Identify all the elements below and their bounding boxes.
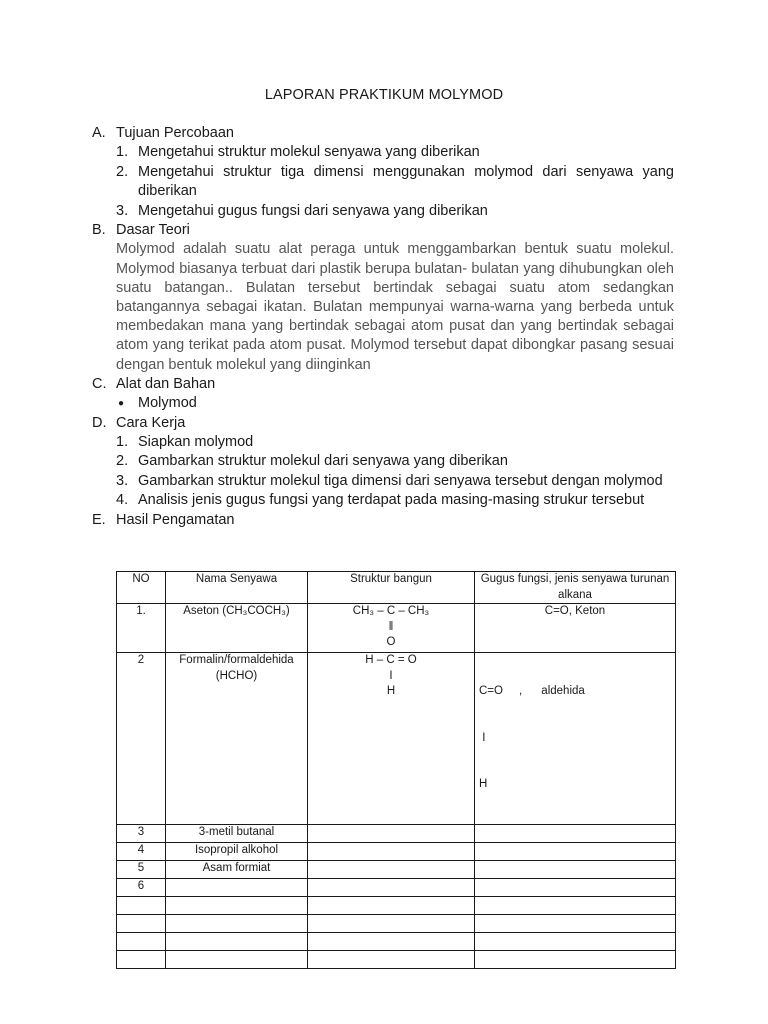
cell-group: [475, 914, 676, 932]
section-a-heading: [92, 124, 674, 143]
cell-group: [475, 950, 676, 968]
cell-no: 5: [117, 860, 166, 878]
item-text: Siapkan molymod: [138, 434, 254, 451]
cell-group: [475, 896, 676, 914]
cell-no: 6: [117, 878, 166, 896]
table-row: [117, 824, 676, 842]
cell-no: [117, 932, 166, 950]
procedure-list: [92, 433, 674, 511]
theory-paragraph: Molymod adalah suatu alat peraga untuk menggambarkan bentuk suatu molekul. Molymod biasanya terbuat dari plastik berupa bulatan- bulatan yang dihubungkan oleh suatu batangan.. Bulatan tersebut bertindak sebagai suatu atom sedangkan batangannya sebagai ikatan. Bulatan mempunyai warna-warna yang berbeda untuk membedakan mana yang bertindak sebagai atom pusat dan yang bertindak sebagai atom yang terikat pada atom pusat. Molymod tersebut dapat dibongkar pasang sesuai dengan bentuk molekul yang diinginkan: [116, 241, 674, 373]
item-number: 3.: [116, 472, 129, 489]
cell-group: [475, 824, 676, 842]
cell-no: 2: [117, 653, 166, 825]
cell-structure: [308, 824, 475, 842]
cell-structure: [308, 896, 475, 914]
materials-list: [92, 394, 674, 413]
cell-structure: [308, 950, 475, 968]
item-text: Gambarkan struktur molekul dari senyawa yang diberikan: [138, 453, 508, 470]
cell-group: [475, 878, 676, 896]
structure-line: CH₃ – C – CH₃: [352, 605, 430, 617]
cell-no: 4: [117, 842, 166, 860]
section-letter: A.: [92, 125, 106, 141]
table-row: [117, 653, 676, 825]
list-item: [116, 491, 674, 510]
item-number: 2.: [116, 453, 129, 470]
item-number: 2.: [116, 163, 129, 180]
table-row: [117, 896, 676, 914]
table-row: [117, 604, 676, 653]
header-no: NO: [117, 572, 166, 604]
cell-structure: [308, 914, 475, 932]
bullet-icon: ●: [118, 398, 125, 410]
cell-name: Formalin/formaldehida (HCHO): [166, 653, 308, 825]
group-line: I: [479, 731, 486, 744]
cell-structure: [308, 878, 475, 896]
section-title: Cara Kerja: [116, 414, 186, 431]
section-b-heading: [92, 221, 674, 240]
cell-name: Asam formiat: [166, 860, 308, 878]
cell-group: [475, 842, 676, 860]
section-letter: D.: [92, 414, 107, 431]
section-letter: E.: [92, 511, 106, 528]
observation-table: [116, 571, 676, 969]
cell-name: [166, 932, 308, 950]
cell-no: 1.: [117, 604, 166, 653]
structure-line: H – C = O: [365, 654, 417, 666]
list-item: [116, 163, 674, 202]
section-title: Tujuan Percobaan: [116, 125, 234, 141]
section-title: Alat dan Bahan: [116, 375, 216, 392]
document-title: LAPORAN PRAKTIKUM MOLYMOD: [264, 87, 504, 103]
section-e-heading: [92, 511, 674, 530]
cell-group: [475, 932, 676, 950]
cell-structure: [308, 604, 475, 653]
cell-structure: [308, 653, 475, 825]
cell-name: [166, 878, 308, 896]
cell-group: [475, 604, 676, 653]
item-text: Mengetahui gugus fungsi dari senyawa yang diberikan: [138, 202, 488, 219]
list-item: [116, 472, 674, 491]
list-item: [116, 433, 674, 452]
structure-line: ‖: [388, 620, 394, 633]
header-compound-name: Nama Senyawa: [166, 572, 308, 604]
cell-name: Aseton (CH₃COCH₃): [166, 604, 308, 653]
table-row: [117, 914, 676, 932]
header-structure: Struktur bangun: [308, 572, 475, 604]
cell-structure: [308, 932, 475, 950]
cell-no: [117, 896, 166, 914]
item-text: Molymod: [138, 395, 197, 412]
cell-no: [117, 950, 166, 968]
cell-group: [475, 653, 676, 825]
item-text: Analisis jenis gugus fungsi yang terdapat pada masing-masing strukur tersebut: [138, 492, 645, 509]
item-text: Mengetahui struktur tiga dimensi menggunakan molymod dari senyawa yang diberikan: [138, 163, 674, 200]
list-item: [116, 143, 674, 162]
cell-name: [166, 914, 308, 932]
cell-name: [166, 896, 308, 914]
cell-structure: [308, 842, 475, 860]
section-title: Dasar Teori: [116, 222, 190, 239]
list-item: [116, 394, 674, 413]
table-header-row: [117, 572, 676, 604]
group-line: H: [479, 778, 488, 790]
structure-line: O: [386, 636, 396, 648]
item-number: 1.: [116, 144, 129, 161]
cell-name: Isopropil alkohol: [166, 842, 308, 860]
item-text: Mengetahui struktur molekul senyawa yang diberikan: [138, 144, 480, 161]
cell-name: [166, 950, 308, 968]
document-body: [92, 124, 674, 530]
cell-no: [117, 914, 166, 932]
objectives-list: [92, 143, 674, 221]
table-row: [117, 842, 676, 860]
section-d-heading: [92, 414, 674, 433]
item-text: Gambarkan struktur molekul tiga dimensi dari senyawa tersebut dengan molymod: [138, 472, 663, 489]
cell-structure: [308, 860, 475, 878]
item-number: 1.: [116, 434, 129, 451]
cell-group: [475, 860, 676, 878]
header-functional-group: Gugus fungsi, jenis senyawa turunan alkana: [475, 572, 676, 604]
structure-line: I: [389, 669, 393, 682]
group-line: C=O, Keton: [544, 605, 606, 617]
section-letter: B.: [92, 222, 106, 239]
table-row: [117, 932, 676, 950]
cell-name: 3-metil butanal: [166, 824, 308, 842]
list-item: [116, 202, 674, 221]
section-c-heading: [92, 375, 674, 394]
section-letter: C.: [92, 375, 107, 392]
cell-no: 3: [117, 824, 166, 842]
table-row: [117, 950, 676, 968]
table-row: [117, 860, 676, 878]
group-line: C=O , aldehida: [479, 685, 585, 697]
table-row: [117, 878, 676, 896]
item-number: 3.: [116, 202, 129, 219]
list-item: [116, 452, 674, 471]
item-number: 4.: [116, 492, 129, 509]
section-title: Hasil Pengamatan: [116, 511, 235, 528]
structure-line: H: [386, 685, 396, 697]
